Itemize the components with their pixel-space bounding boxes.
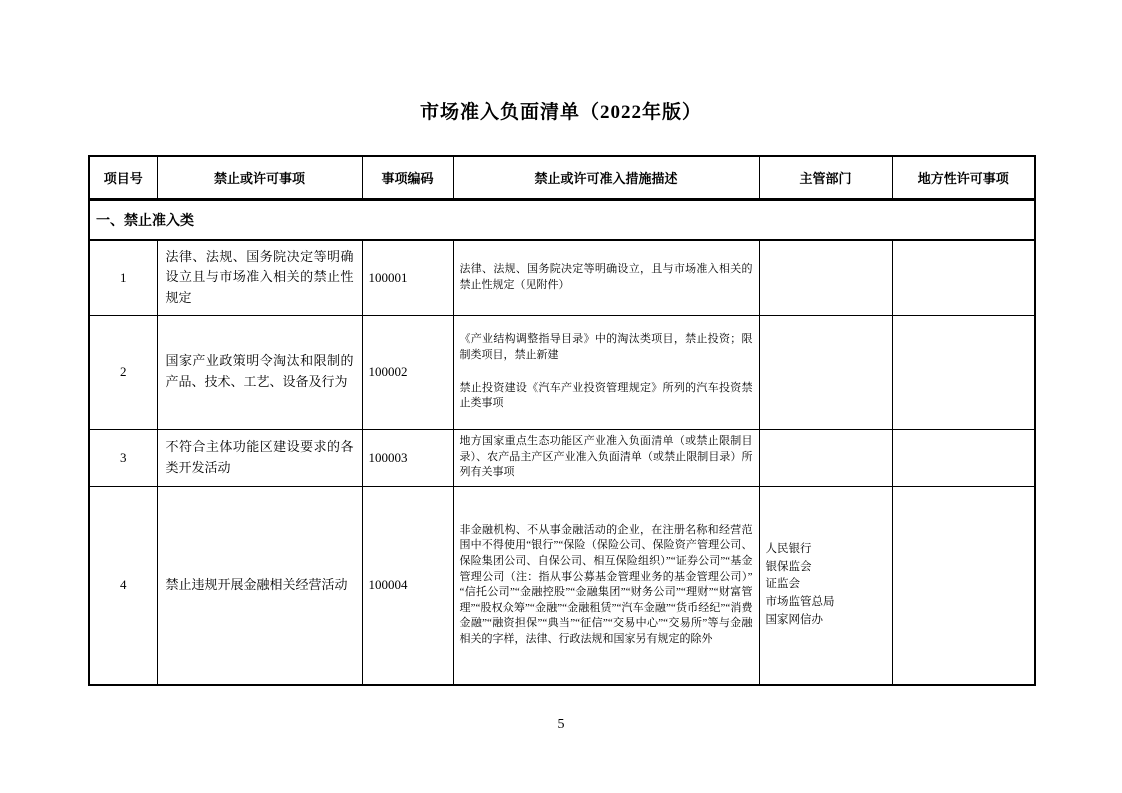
header-item-number: 项目号	[89, 156, 157, 199]
authority-line: 证监会	[765, 578, 800, 591]
item-code-cell: 100003	[362, 429, 453, 486]
table-header	[89, 156, 1035, 199]
authority-line: 人民银行	[765, 542, 812, 555]
measure-paragraph: 禁止投资建设《汽车产业投资管理规定》所列的汽车投资禁止类事项	[459, 381, 753, 410]
measure-paragraph: 地方国家重点生态功能区产业准入负面清单（或禁止限制目录）、农产品主产区产业准入负面清单（或禁止限制目录）所列有关事项	[459, 435, 753, 479]
header-row	[89, 156, 1035, 199]
item-code-cell: 100002	[362, 315, 453, 429]
item-name-cell: 法律、法规、国务院决定等明确设立且与市场准入相关的禁止性规定	[157, 240, 362, 315]
measure-description-cell	[453, 315, 759, 429]
authority-line: 国家网信办	[765, 613, 823, 626]
authority-cell	[759, 429, 892, 486]
item-number-cell: 2	[89, 315, 157, 429]
item-number-cell: 3	[89, 429, 157, 486]
page-title: 市场准入负面清单（2022年版）	[419, 102, 702, 123]
authority-cell	[759, 315, 892, 429]
item-code-cell: 100001	[362, 240, 453, 315]
measure-description-cell	[453, 429, 759, 486]
header-measure-description: 禁止或许可准入措施描述	[453, 156, 759, 199]
measure-description-cell	[453, 486, 759, 685]
measure-description-cell	[453, 240, 759, 315]
table-row	[89, 240, 1035, 315]
local-permit-cell	[892, 429, 1035, 486]
header-competent-department: 主管部门	[759, 156, 892, 199]
table-body	[89, 199, 1035, 685]
page-number: 5	[557, 717, 565, 732]
item-name-cell: 国家产业政策明令淘汰和限制的产品、技术、工艺、设备及行为	[157, 315, 362, 429]
item-number-cell: 4	[89, 486, 157, 685]
section-row	[89, 199, 1035, 240]
section-title: 一、禁止准入类	[89, 199, 1035, 240]
measure-paragraph: 《产业结构调整指导目录》中的淘汰类项目，禁止投资；限制类项目，禁止新建	[459, 333, 753, 361]
item-name-cell: 禁止违规开展金融相关经营活动	[157, 486, 362, 685]
item-number-cell: 1	[89, 240, 157, 315]
authority-line: 市场监管总局	[765, 596, 835, 609]
item-code-cell: 100004	[362, 486, 453, 685]
authority-line: 银保监会	[765, 560, 812, 573]
local-permit-cell	[892, 240, 1035, 315]
measure-paragraph: 法律、法规、国务院决定等明确设立，且与市场准入相关的禁止性规定（见附件）	[459, 263, 753, 291]
header-prohibited-or-permitted-item: 禁止或许可事项	[157, 156, 362, 199]
authority-cell	[759, 240, 892, 315]
negative-list-table	[88, 155, 1036, 686]
authority-cell	[759, 486, 892, 685]
table-row	[89, 429, 1035, 486]
table-row	[89, 486, 1035, 685]
header-local-permitted-item: 地方性许可事项	[892, 156, 1035, 199]
measure-paragraph: 非金融机构、不从事金融活动的企业，在注册名称和经营范围中不得使用“银行”“保险（保险公司、保险资产管理公司、保险集团公司、自保公司、相互保险组织）”“证券公司”“基金管理公司（注：指从事公募基金管理业务的基金管理公司）”“信托公司”“金融控股”“金融集团”“财务公司”“理财”“财富管理”“股权众筹”“金融”“金融租赁”“汽车金融”“货币经纪”“消费金融”“融资担保”“典当”“征信”“交易中心”“交易所”等与金融相关的字样，法律、行政法规和国家另有规定的除外	[459, 523, 753, 646]
header-item-code: 事项编码	[362, 156, 453, 199]
local-permit-cell	[892, 486, 1035, 685]
table-row	[89, 315, 1035, 429]
local-permit-cell	[892, 315, 1035, 429]
item-name-cell: 不符合主体功能区建设要求的各类开发活动	[157, 429, 362, 486]
